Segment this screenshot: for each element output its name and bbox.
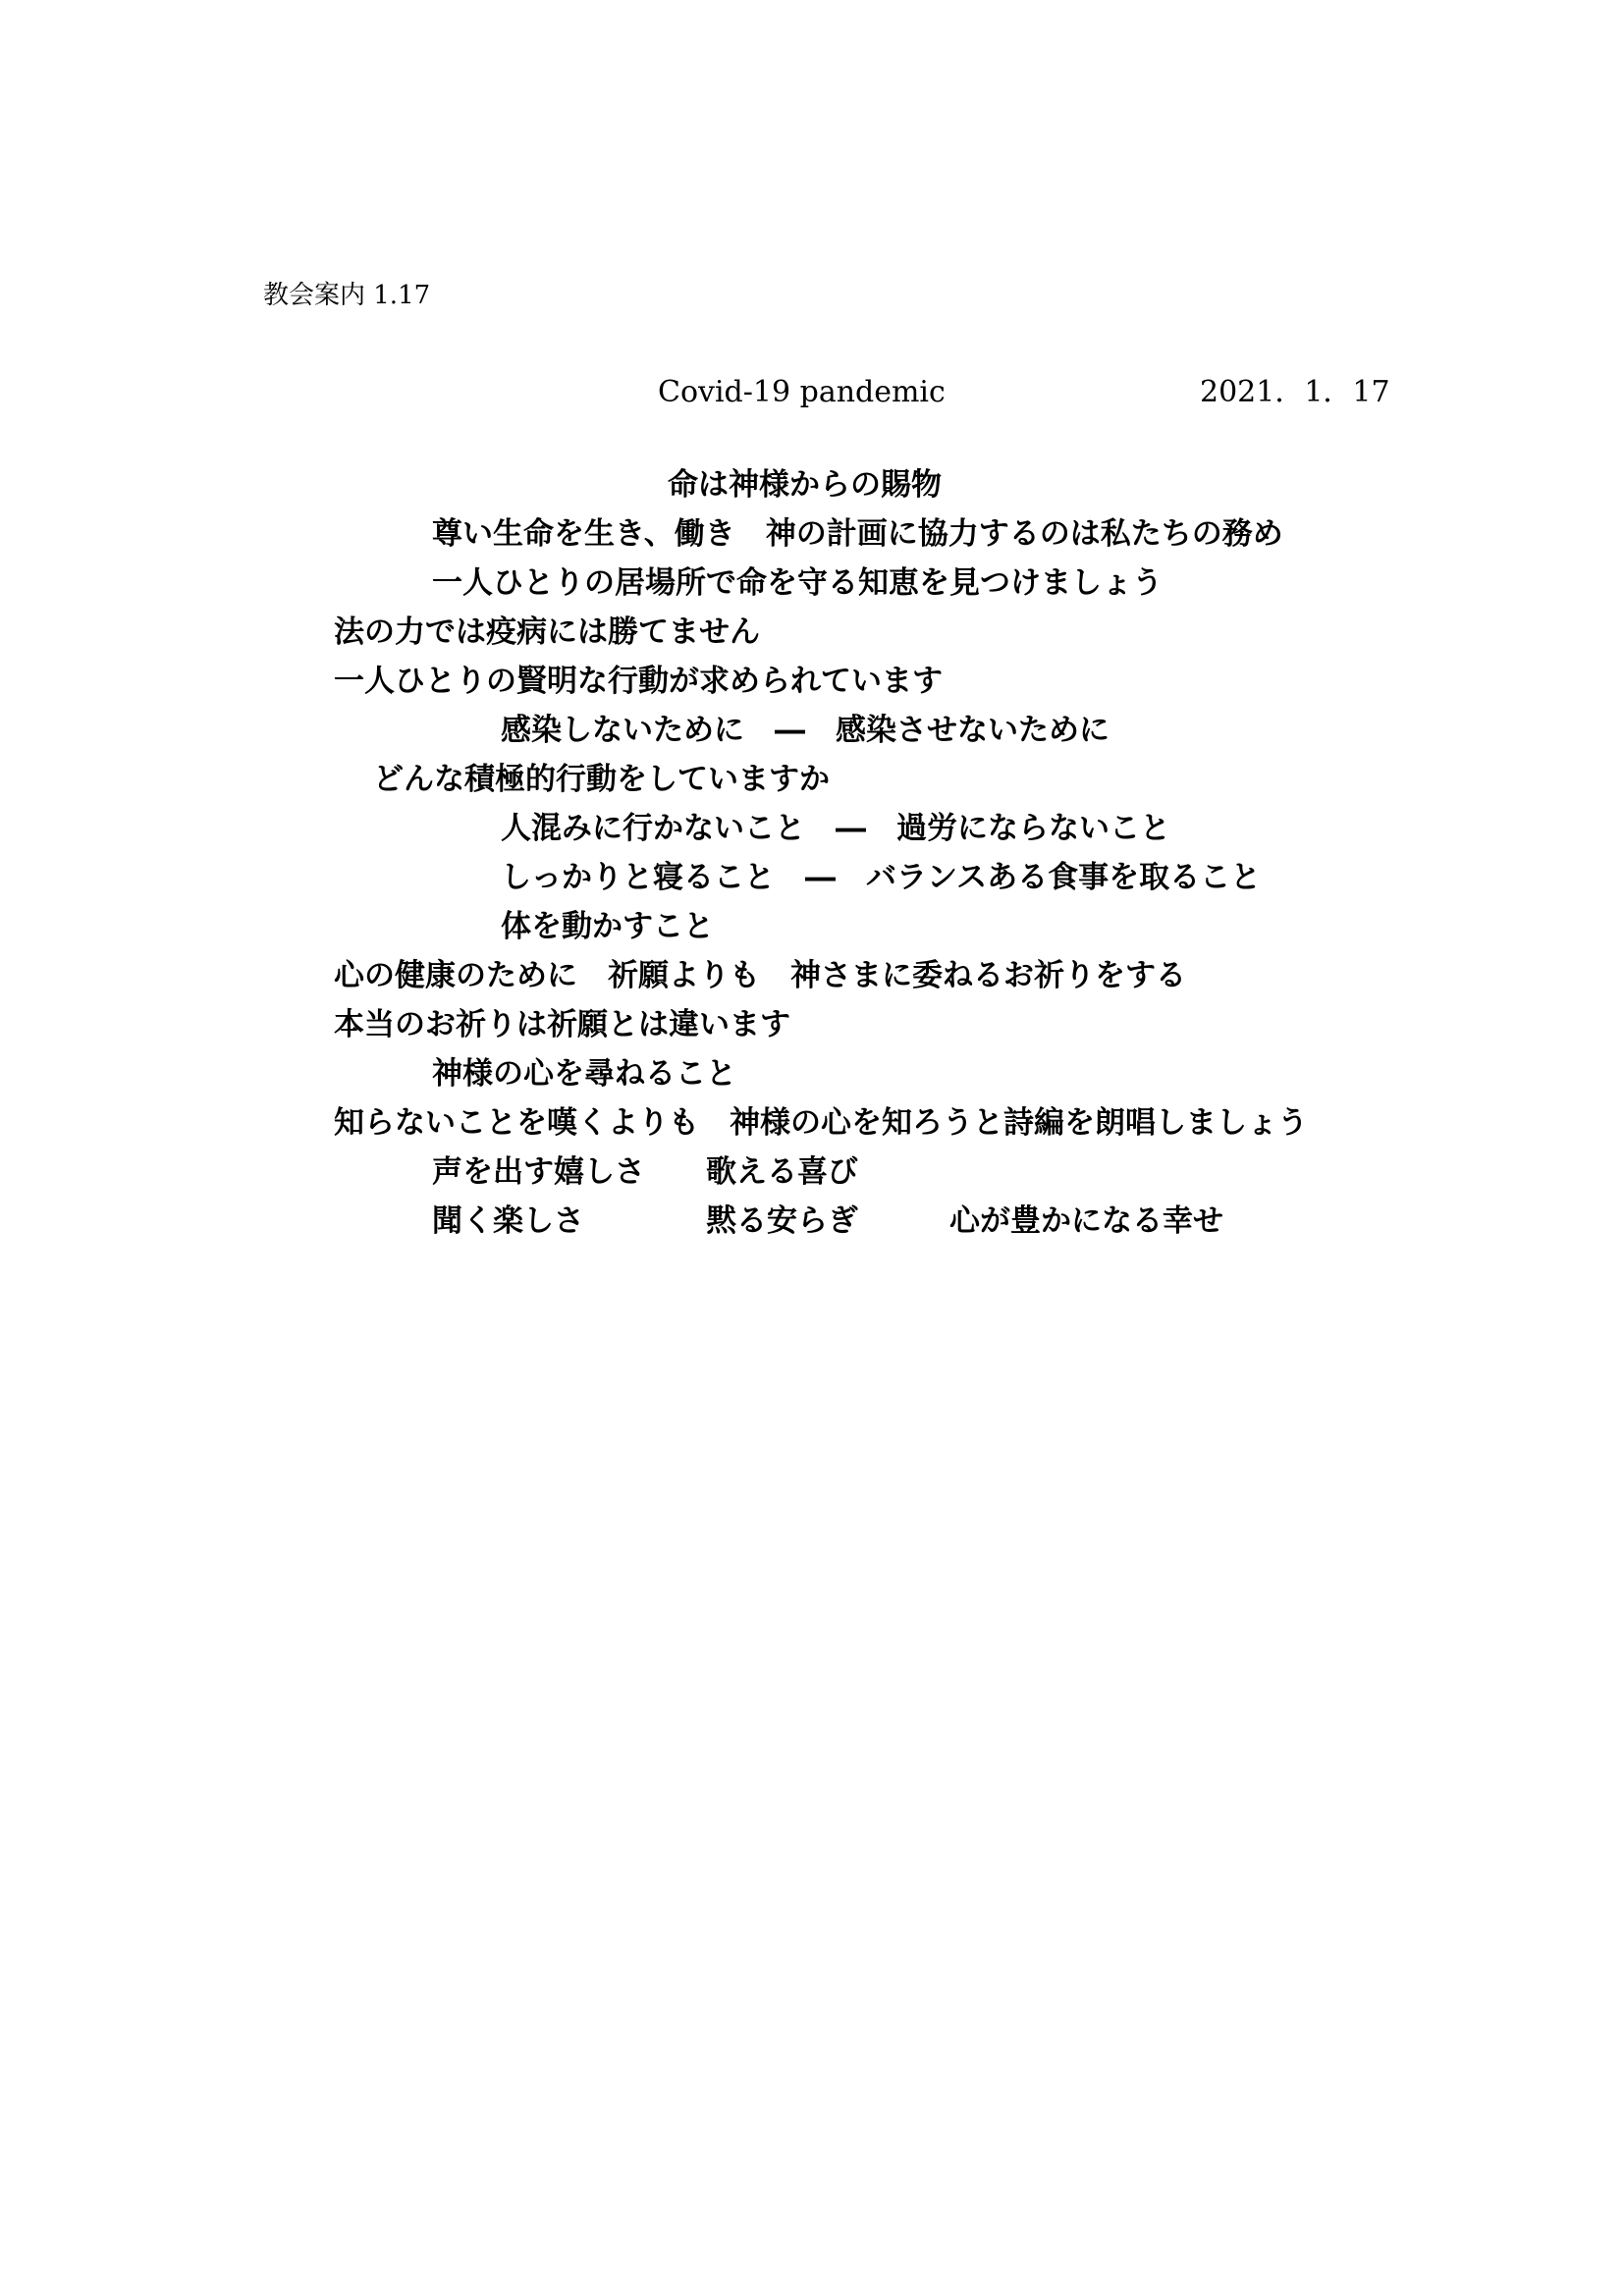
body-line: 法の力では疫病には勝てません	[334, 614, 760, 650]
body-line: 神様の心を尋ねること	[432, 1056, 736, 1092]
body-line: 心の健康のために 祈願よりも 神さまに委ねるお祈りをする	[334, 958, 1186, 993]
document-date: 2021．1．17	[1200, 375, 1390, 409]
heading-line: 命は神様からの賜物	[668, 467, 942, 503]
document-subject: Covid-19 pandemic	[658, 375, 946, 409]
body-line: 聞く楽しさ 黙る安らぎ 心が豊かになる幸せ	[432, 1203, 1223, 1239]
body-line: 一人ひとりの賢明な行動が求められています	[334, 664, 943, 699]
body-line: 感染しないために ― 感染させないために	[501, 713, 1110, 748]
body-line: 尊い生命を生き、働き 神の計画に協力するのは私たちの務め	[432, 516, 1283, 552]
body-line: 一人ひとりの居場所で命を守る知恵を見つけましょう	[432, 565, 1163, 601]
document-reference: 教会案内 1.17	[263, 281, 431, 310]
body-line: 本当のお祈りは祈願とは違います	[334, 1007, 790, 1042]
body-line: しっかりと寝ること ― バランスある食事を取ること	[501, 860, 1262, 895]
body-line: 声を出す嬉しさ 歌える喜び	[432, 1154, 858, 1190]
body-line: 人混みに行かないこと ― 過労にならないこと	[501, 811, 1170, 846]
body-line: 知らないことを嘆くよりも 神様の心を知ろうと詩編を朗唱しましょう	[334, 1105, 1308, 1141]
body-line: 体を動かすこと	[501, 909, 714, 944]
body-line: どんな積極的行動をしていますか	[373, 762, 830, 797]
